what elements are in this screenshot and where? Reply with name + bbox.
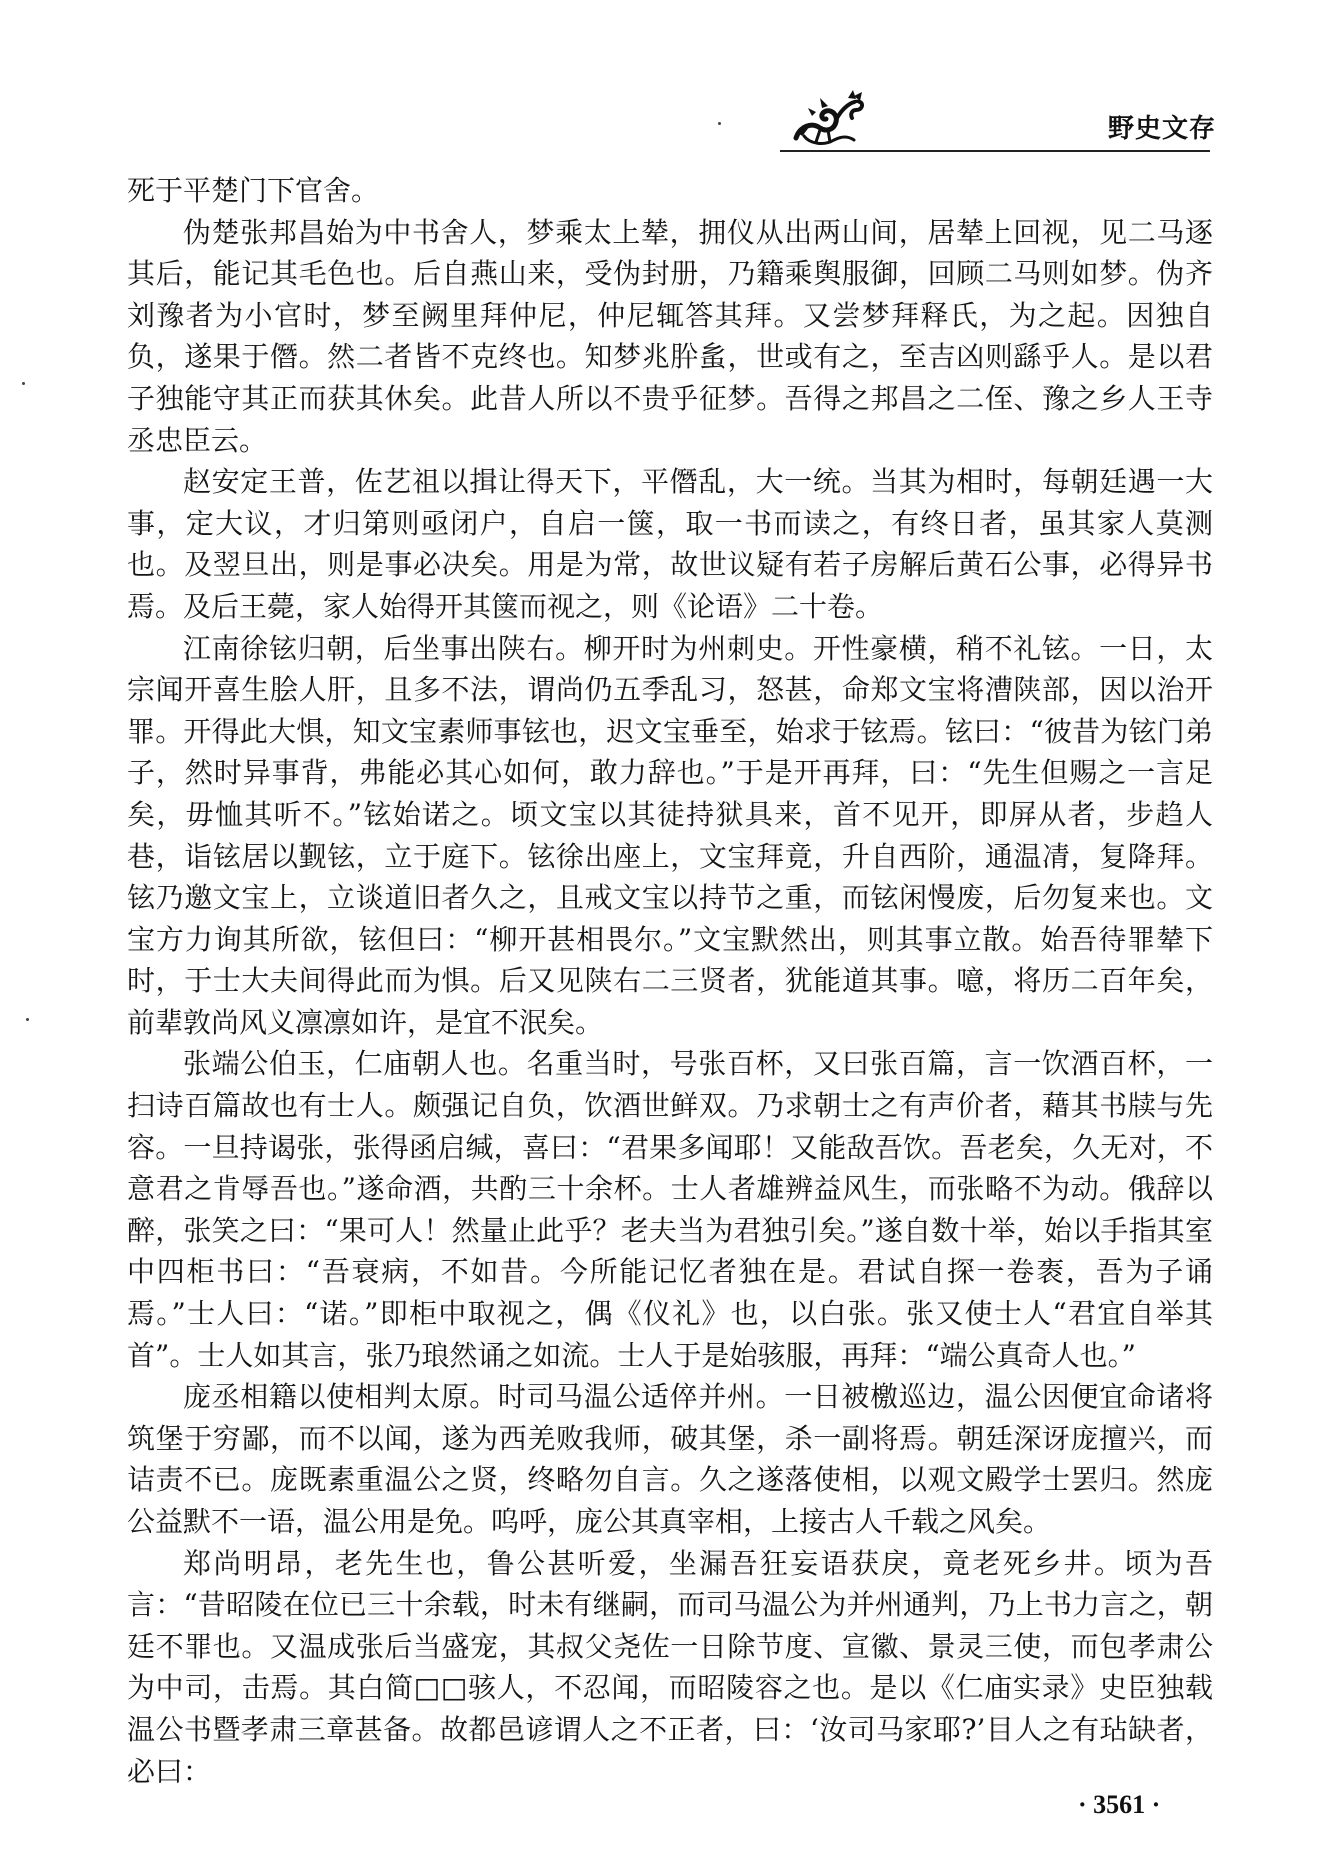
header-title: 野史文存 xyxy=(1108,114,1217,144)
paragraph-xu-xuan: 江南徐铉归朝，后坐事出陕右。柳开时为州刺史。开性豪横，稍不礼铉。一日，太宗闻开喜生脍人肝，且多不法，谓尚仍五季乱习，怒甚，命郑文宝将漕陕部，因以治开罪。开得此大惧，知文宝素师事铉也，迟文宝垂至，始求于铉焉。铉曰：“彼昔为铉门弟子，然时异事背，弗能必其心如何，敢力辞也。”于是开再拜，曰：“先生但赐之一言足矣，毋恤其听不。”铉始诺之。顷文宝以其徒持狱具来，首不见开，即屏从者，步趋人巷，诣铉居以觐铉，立于庭下。铉徐出座上，文宝拜竟，升自西阶，通温凊，复降拜。铉乃邀文宝上，立谈道旧者久之，且戒文宝以持节之重，而铉闲慢废，后勿复来也。文宝方力询其所欲，铉但曰：“柳开甚相畏尔。”文宝默然出，则其事立散。始吾待罪辇下时，于士大夫间得此而为惧。后又见陕右二三贤者，犹能道其事。噫，将历二百年矣，前辈敦尚风义凛凛如许，是宜不泯矣。 xyxy=(127,631,1213,1039)
paragraph-continued: 死于平楚门下官舍。 xyxy=(127,174,380,207)
print-speck xyxy=(22,382,25,385)
page-header xyxy=(0,0,1322,160)
header-divider xyxy=(780,150,1210,152)
page-number: · 3561 · xyxy=(1078,1790,1161,1819)
paragraph-zhang-boyu: 张端公伯玉，仁庙朝人也。名重当时，号张百杯，又曰张百篇，言一饮酒百杯，一扫诗百篇故也有士人。颇强记自负，饮酒世鲜双。乃求朝士之有声价者，藉其书牍与先容。一旦持谒张，张得函启缄，喜曰：“君果多闻耶！又能敌吾饮。吾老矣，久无对，不意君之肯辱吾也。”遂命酒，共酌三十余杯。士人者雄辨益风生，而张略不为动。俄辞以醉，张笑之曰：“果可人！然量止此乎？老夫当为君独引矣。”遂自数十举，始以手指其室中四柜书曰：“吾衰病，不如昔。今所能记忆者独在是。君试自探一卷袠，吾为子诵焉。”士人曰：“诺。”即柜中取视之，偶《仪礼》也，以白张。张又使士人“君宜自举其首”。士人如其言，张乃琅然诵之如流。士人于是始骇服，再拜：“端公真奇人也。” xyxy=(127,1047,1213,1372)
paragraph-zheng-shangming: 郑尚明昂，老先生也，鲁公甚听爱，坐漏吾狂妄语获戾，竟老死乡井。顷为吾言：“昔昭陵在位已三十余载，时未有继嗣，而司马温公为并州通判，乃上书力言之，朝廷不罪也。又温成张后当盛宠，其叔父尧佐一日除节度、宣徽、景灵三使，而包孝肃公为中司，击焉。其白简□□骇人，不忍闻，而昭陵容之也。是以《仁庙实录》史臣独载温公书暨孝肃三章甚备。故都邑谚谓人之不正者，曰：‘汝司马家耶?’目人之有玷缺者，必曰： xyxy=(127,1546,1213,1788)
print-speck xyxy=(718,122,721,125)
print-speck xyxy=(26,1018,29,1021)
paragraph-zhang-bangchang: 伪楚张邦昌始为中书舍人，梦乘太上辇，拥仪从出两山间，居辇上回视，见二马逐其后，能记其毛色也。后自燕山来，受伪封册，乃籍乘舆服御，回顾二马则如梦。伪齐刘豫者为小官时，梦至阙里拜仲尼，仲尼辄答其拜。又尝梦拜释氏，为之起。因独自负，遂果于僭。然二者皆不克终也。知梦兆肸蚃，世或有之，至吉凶则繇乎人。是以君子独能守其正而获其休矣。此昔人所以不贵乎征梦。吾得之邦昌之二侄、豫之乡人王寺丞忠臣云。 xyxy=(127,215,1213,457)
paragraph-zhao-pu: 赵安定王普，佐艺祖以揖让得天下，平僭乱，大一统。当其为相时，每朝廷遇一大事，定大议，才归第则亟闭户，自启一箧，取一书而读之，有终日者，虽其家人莫测也。及翌旦出，则是事必决矣。用是为常，故世议疑有若子房解后黄石公事，必得异书焉。及后王薨，家人始得开其箧而视之，则《论语》二十卷。 xyxy=(127,465,1213,623)
paragraph-pang-ji: 庞丞相籍以使相判太原。时司马温公适倅并州。一日被檄巡边，温公因便宜命诸将筑堡于穷鄙，而不以闻，遂为西羌败我师，破其堡，杀一副将焉。朝廷深讶庞擅兴，而诘责不已。庞既素重温公之贤，终略勿自言。久之遂落使相，以观文殿学士罢归。然庞公益默不一语，温公用是免。呜呼，庞公其真宰相，上接古人千载之风矣。 xyxy=(127,1380,1213,1538)
dragon-icon xyxy=(790,86,868,148)
body-text xyxy=(127,170,1213,1792)
